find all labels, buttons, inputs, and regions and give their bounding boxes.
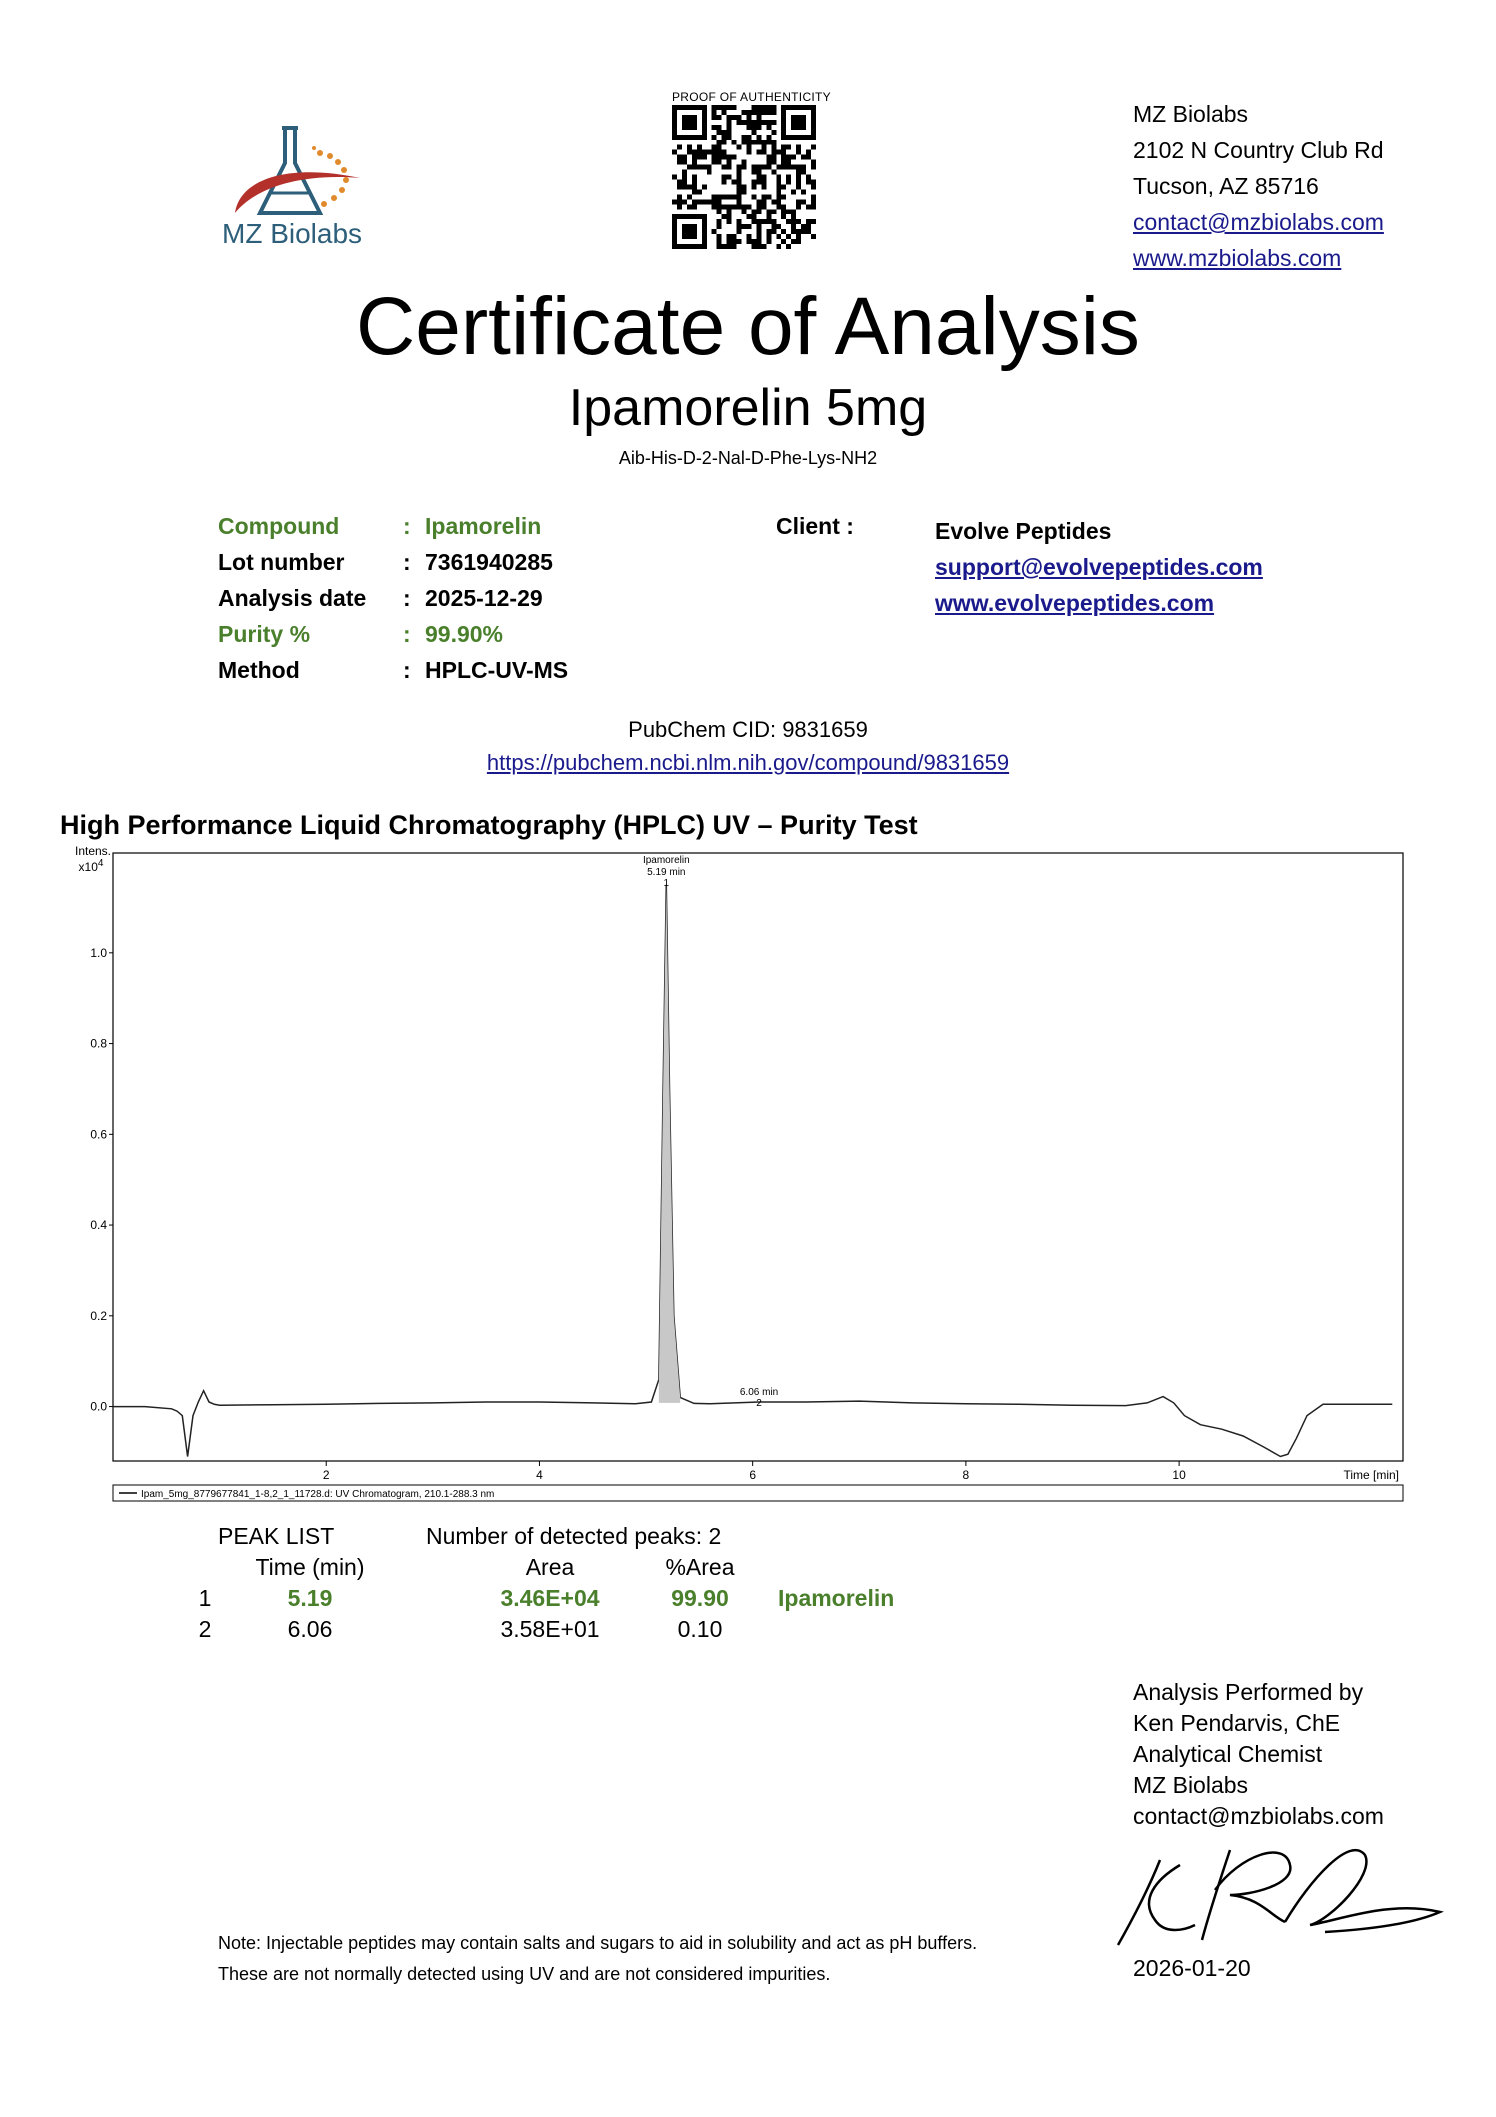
- info-value: 7361940285: [425, 549, 553, 575]
- info-colon: :: [403, 621, 411, 647]
- peak-label-name: Ipamorelin: [642, 854, 690, 866]
- client-label: Client :: [776, 513, 854, 539]
- col-header-area: Area: [525, 1554, 575, 1580]
- client-name: Evolve Peptides: [935, 518, 1112, 544]
- info-label: Analysis date: [218, 585, 367, 611]
- y-tick-label: 0.0: [90, 1399, 107, 1414]
- analyst-block: [1133, 1677, 1384, 1832]
- info-colon: :: [403, 513, 411, 539]
- info-row-lot: [218, 549, 553, 576]
- plot-frame: [113, 853, 1403, 1461]
- y-axis-label: Intens.: [74, 844, 112, 858]
- info-label: Method: [218, 657, 300, 683]
- page-title: Certificate of Analysis: [356, 281, 1140, 372]
- address-line: Tucson, AZ 85716: [1133, 173, 1319, 199]
- info-value: HPLC-UV-MS: [425, 657, 569, 683]
- info-value: Ipamorelin: [425, 513, 542, 539]
- logo-text: MZ Biolabs: [222, 218, 363, 249]
- info-value: 99.90%: [425, 621, 504, 647]
- x-tick-label: 2: [322, 1468, 330, 1482]
- y-tick-label: 0.2: [90, 1308, 107, 1323]
- peak-number: 1: [198, 1585, 212, 1611]
- peptide-sequence: Aib-His-D-2-Nal-D-Phe-Lys-NH2: [618, 448, 878, 468]
- hplc-heading: High Performance Liquid Chromatography (HPLC) UV – Purity Test: [60, 810, 918, 840]
- peak-pct-area: 0.10: [677, 1616, 723, 1642]
- y-tick-label: 0.6: [90, 1127, 107, 1142]
- peak-count: Number of detected peaks: 2: [426, 1523, 722, 1549]
- info-colon: :: [403, 657, 411, 683]
- peak-time: 6.06: [287, 1616, 333, 1642]
- peak-label-number: 2: [756, 1398, 762, 1410]
- peak-label-time: 5.19 min: [647, 866, 686, 878]
- info-colon: :: [403, 549, 411, 575]
- address-line: MZ Biolabs: [1133, 101, 1249, 127]
- info-label: Compound: [218, 513, 340, 539]
- product-name: Ipamorelin 5mg: [568, 379, 928, 437]
- client-email-link[interactable]: support@evolvepeptides.com: [935, 554, 1263, 580]
- peak-list-title: PEAK LIST: [218, 1523, 335, 1549]
- peak-name: Ipamorelin: [778, 1585, 895, 1611]
- client-website-link[interactable]: www.evolvepeptides.com: [935, 590, 1215, 616]
- signature: [1110, 1840, 1450, 1950]
- qr-code[interactable]: [672, 105, 816, 249]
- analyst-org: MZ Biolabs: [1133, 1772, 1249, 1798]
- signature-date: 2026-01-20: [1133, 1955, 1251, 1981]
- y-tick-label: 0.4: [90, 1218, 107, 1233]
- peak-label-time: 6.06 min: [739, 1387, 779, 1399]
- info-row-date: [218, 585, 543, 612]
- x-tick-label: 8: [962, 1468, 970, 1482]
- x-tick-label: 10: [1172, 1468, 1186, 1482]
- footnote-line: These are not normally detected using UV and are not considered impurities.: [218, 1964, 831, 1984]
- info-label: Purity %: [218, 621, 311, 647]
- col-header-time: Time (min): [255, 1554, 365, 1580]
- info-row-compound: [218, 513, 541, 540]
- chromatogram-trace: [113, 885, 1392, 1457]
- x-tick-label: 4: [536, 1468, 543, 1482]
- peak-area: 3.46E+04: [500, 1585, 600, 1611]
- info-label: Lot number: [218, 549, 345, 575]
- lab-website-link[interactable]: www.mzbiolabs.com: [1133, 245, 1342, 271]
- col-header-pct-area: %Area: [665, 1554, 735, 1580]
- y-tick-label: 1.0: [90, 945, 107, 960]
- y-scale-label: $x10^4$: [78, 858, 104, 874]
- analyst-name: Ken Pendarvis, ChE: [1133, 1710, 1341, 1736]
- y-tick-label: 0.8: [90, 1036, 107, 1051]
- x-axis-label: Time [min]: [1343, 1468, 1399, 1482]
- qr-label: PROOF OF AUTHENTICITY: [672, 90, 831, 104]
- info-value: 2025-12-29: [425, 585, 543, 611]
- pubchem-link[interactable]: https://pubchem.ncbi.nlm.nih.gov/compound/9831659: [486, 750, 1010, 775]
- x-tick-label: 6: [749, 1468, 757, 1482]
- pubchem-cid: PubChem CID: 9831659: [628, 717, 868, 742]
- peak-area: 3.58E+01: [500, 1616, 600, 1642]
- lab-address-block: [1133, 96, 1384, 276]
- footnote-line: Note: Injectable peptides may contain salts and sugars to aid in solubility and act as pH buffers.: [218, 1933, 978, 1953]
- info-row-purity: [218, 621, 503, 648]
- footnote: [218, 1928, 977, 1990]
- peak-number: 2: [198, 1616, 212, 1642]
- address-line: 2102 N Country Club Rd: [1133, 137, 1384, 163]
- info-row-method: [218, 657, 568, 684]
- analyst-email: contact@mzbiolabs.com: [1133, 1803, 1384, 1829]
- peak-time: 5.19: [287, 1585, 333, 1611]
- legend-text: Ipam_5mg_8779677841_1-8,2_1_11728.d: UV Chromatogram, 210.1-288.3 nm: [141, 1489, 495, 1500]
- client-block: [935, 513, 1263, 621]
- peak-pct-area: 99.90: [671, 1585, 729, 1611]
- lab-email-link[interactable]: contact@mzbiolabs.com: [1133, 209, 1384, 235]
- peak-label-number: 1: [663, 877, 670, 889]
- analyst-line: Analysis Performed by: [1133, 1679, 1364, 1705]
- hplc-chromatogram: [55, 843, 1405, 1503]
- analyst-title: Analytical Chemist: [1133, 1741, 1323, 1767]
- info-colon: :: [403, 585, 411, 611]
